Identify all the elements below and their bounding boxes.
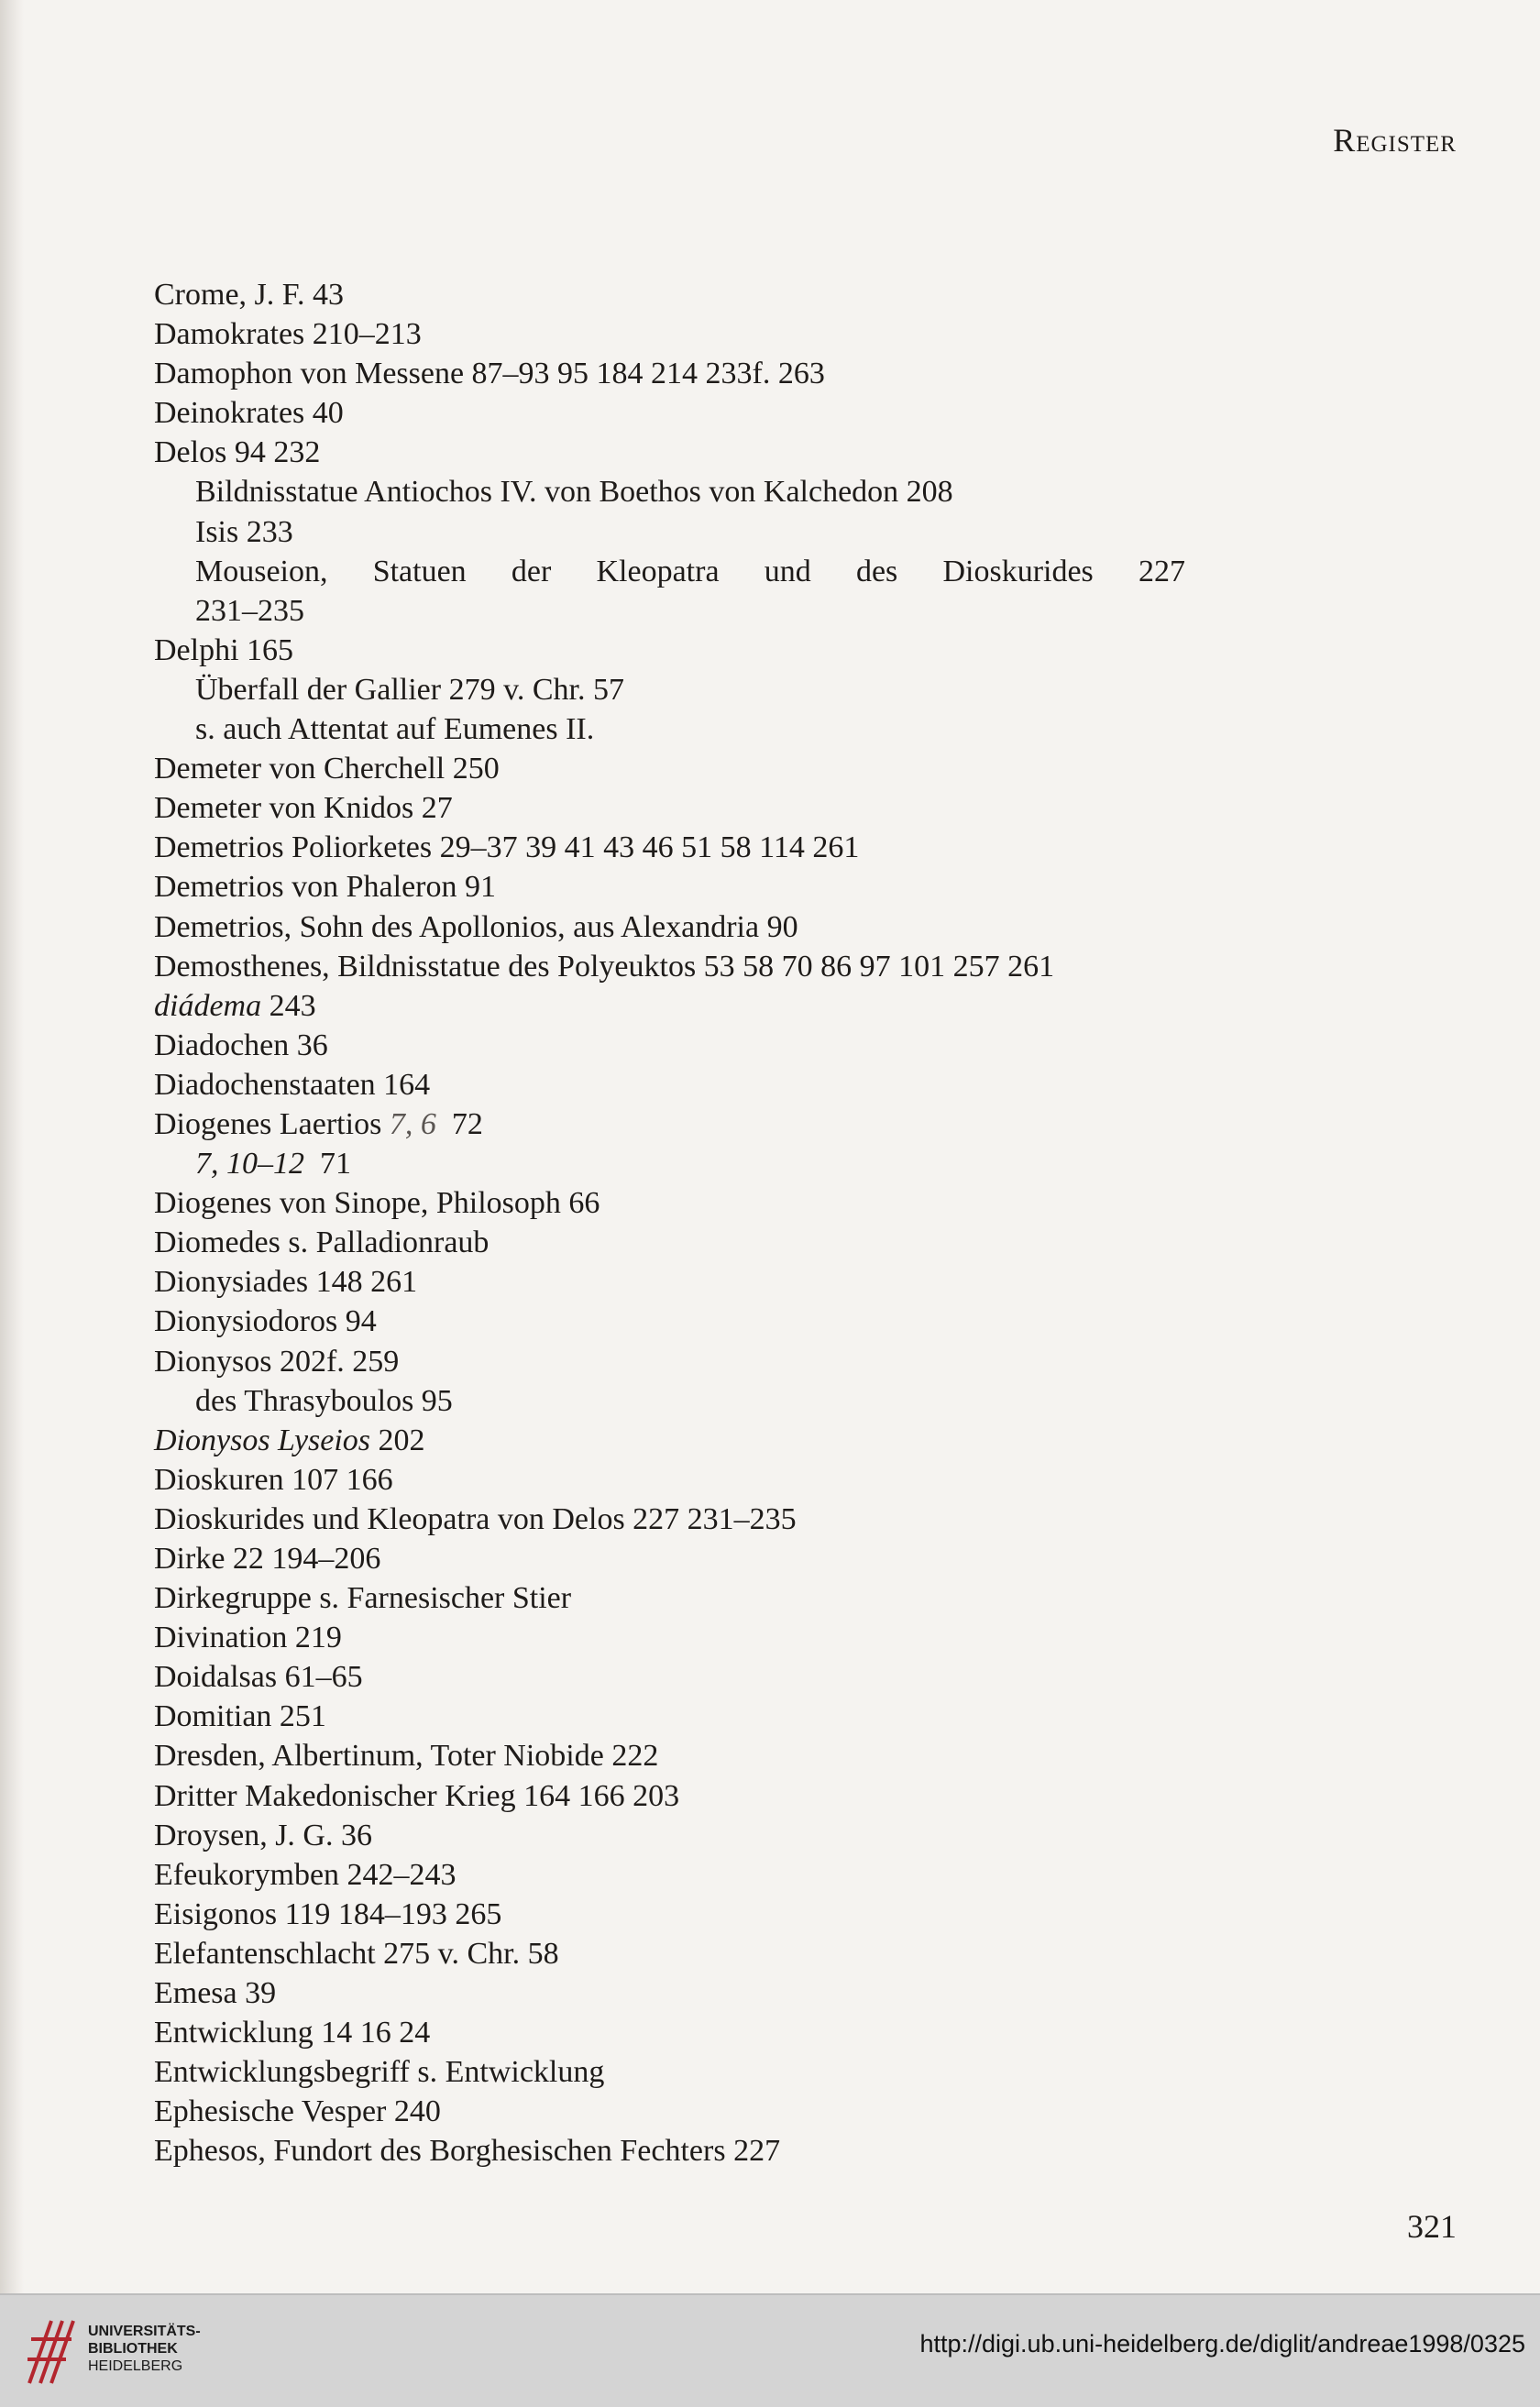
index-citation: 7, 10–12 — [195, 1147, 304, 1182]
index-entry: Dioskuren 107 166 — [154, 1462, 393, 1497]
index-entry: Dritter Makedonischer Krieg 164 166 203 — [154, 1778, 680, 1813]
index-entry: Doidalsas 61–65 — [154, 1660, 363, 1695]
index-entry: Dirke 22 194–206 — [154, 1542, 381, 1576]
index-entry: Dresden, Albertinum, Toter Niobide 222 — [154, 1739, 659, 1774]
index-entry: Domitian 251 — [154, 1699, 326, 1734]
index-entry: Dirkegruppe s. Farnesischer Stier — [154, 1581, 572, 1616]
index-term: Diogenes Laertios — [154, 1106, 390, 1141]
index-entry: Diadochenstaaten 164 — [154, 1067, 431, 1102]
index-entry: Entwicklungsbegriff s. Entwicklung — [154, 2055, 605, 2090]
index-entry: Delphi 165 — [154, 632, 294, 667]
index-entry: Dioskurides und Kleopatra von Delos 227 231–235 — [154, 1501, 797, 1536]
index-entry — [154, 986, 1162, 1026]
index-entry: Ephesos, Fundort des Borghesischen Fechters 227 — [154, 2134, 781, 2169]
index-entry: Droysen, J. G. 36 — [154, 1818, 372, 1852]
index-subentry: Mouseion, Statuen der Kleopatra und des Dioskurides 227 — [195, 554, 1185, 588]
index-entry: Diadochen 36 — [154, 1028, 328, 1062]
index-entry: Demosthenes, Bildnisstatue des Polyeuktos 53 58 70 86 97 101 257 261 — [154, 949, 1055, 984]
index-entry: Demeter von Cherchell 250 — [154, 752, 500, 786]
index-entry: Demetrios Poliorketes 29–37 39 41 43 46 51 58 114 261 — [154, 830, 860, 865]
index-entry: Damophon von Messene 87–93 95 184 214 233f. 263 — [154, 357, 825, 391]
index-entry: Damokrates 210–213 — [154, 317, 422, 352]
index-pages: 72 — [435, 1106, 483, 1141]
index-term-italic: Dionysos Lyseios — [154, 1423, 371, 1457]
logo-line: BIBLIOTHEK — [88, 2341, 178, 2357]
index-subentry: s. auch Attentat auf Eumenes II. — [195, 712, 595, 747]
index-subentry: des Thrasyboulos 95 — [195, 1383, 453, 1418]
index-entry: Dionysiades 148 261 — [154, 1265, 418, 1300]
index-entry: Elefantenschlacht 275 v. Chr. 58 — [154, 1936, 559, 1971]
logo-line: UNIVERSITÄTS- — [88, 2324, 201, 2339]
index-entry: Dionysos 202f. 259 — [154, 1344, 400, 1379]
logo-line: HEIDELBERG — [88, 2358, 183, 2374]
index-subentry — [154, 1144, 1162, 1183]
index-entry: Diogenes von Sinope, Philosoph 66 — [154, 1186, 600, 1221]
index-subentry: Bildnisstatue Antiochos IV. von Boethos von Kalchedon 208 — [195, 475, 953, 510]
index-entry: Divination 219 — [154, 1621, 342, 1655]
index-entry: Dionysiodoros 94 — [154, 1304, 377, 1339]
library-logo-text — [88, 2323, 201, 2375]
digitization-footer — [0, 2293, 1540, 2407]
index-entry: Deinokrates 40 — [154, 396, 344, 431]
index-entry: Demetrios, Sohn des Apollonios, aus Alexandria 90 — [154, 909, 798, 944]
index-term-italic: diádema — [154, 988, 262, 1023]
source-url-link[interactable]: http://digi.ub.uni-heidelberg.de/diglit/andreae1998/0325 — [919, 2330, 1525, 2358]
index-entry — [154, 1105, 1162, 1144]
index-subentry: Isis 233 — [195, 514, 293, 549]
index-pages: 202 — [370, 1423, 425, 1457]
index-list — [154, 275, 1185, 2171]
index-entry: Efeukorymben 242–243 — [154, 1857, 456, 1892]
index-subentry: Überfall der Gallier 279 v. Chr. 57 — [195, 672, 624, 707]
index-entry: Emesa 39 — [154, 1976, 277, 2011]
index-entry: Ephesische Vesper 240 — [154, 2094, 441, 2129]
index-subentry-continuation: 231–235 — [195, 593, 304, 628]
running-head: Register — [1333, 122, 1457, 159]
index-citation: 7, 6 — [389, 1106, 436, 1141]
index-entry: Eisigonos 119 184–193 265 — [154, 1896, 502, 1931]
index-entry: Entwicklung 14 16 24 — [154, 2016, 431, 2050]
index-entry — [154, 1421, 1162, 1460]
index-entry: Demetrios von Phaleron 91 — [154, 870, 496, 905]
index-entry: Delos 94 232 — [154, 435, 321, 470]
index-pages: 243 — [261, 988, 316, 1023]
index-entry: Crome, J. F. 43 — [154, 278, 344, 312]
page-number: 321 — [1407, 2208, 1457, 2245]
index-entry: Demeter von Knidos 27 — [154, 791, 453, 826]
index-pages: 71 — [304, 1147, 351, 1182]
index-entry: Diomedes s. Palladionraub — [154, 1225, 490, 1260]
binding-shadow — [0, 0, 24, 2293]
